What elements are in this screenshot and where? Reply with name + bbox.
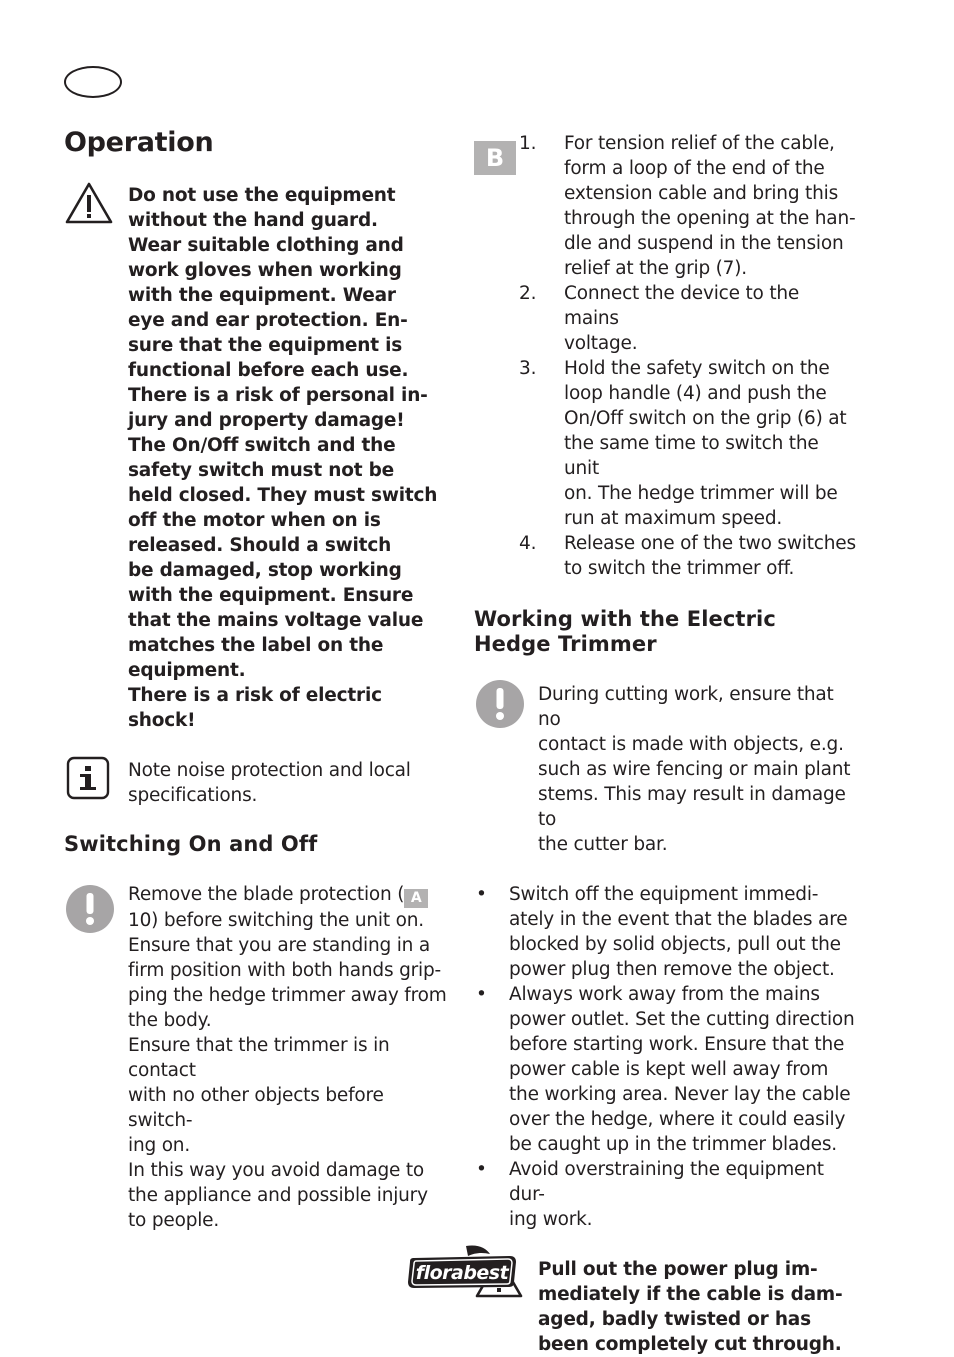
bullet-item: [474, 1157, 859, 1232]
left-column: [64, 126, 448, 1233]
info-icon: [66, 756, 110, 800]
warning-text: Do not use the equipment without the hand guard. Wear suitable clothing and work gloves when working with the equipment. Wear eye and ear protection. En- sure that the equipment is functional before each use. There is a risk of personal in- jury and property damage! The On/Off switch and the safety switch must not be held closed. They must switch off the motor when on is released. Should a switch be damaged, stop working with the equipment. Ensure that the mains voltage value matches the label on the equipment. There is a risk of electric shock!: [128, 185, 438, 731]
bullet-symbol: •: [476, 1159, 487, 1180]
bullet-symbol: •: [476, 984, 487, 1005]
bullet-item: [474, 982, 859, 1157]
figure-a-badge: A: [404, 889, 428, 908]
caution-text-rest: 10) before switching the unit on. Ensure that you are standing in a firm position with both hands grip- ping the hedge trimmer away from the body. Ensure that the trimmer is in contact with no other objects before switch- ing on. In this way you avoid damage to the appliance and possible injury to people.: [128, 910, 447, 1231]
warning-triangle-icon: [64, 180, 114, 226]
right-column: [474, 131, 859, 1357]
caution-note: [64, 882, 448, 1233]
step-text: Hold the safety switch on the loop handle (4) and push the On/Off switch on the grip (6) at the same time to switch the unit on. The hedge trimmer will be run at maximum speed.: [564, 358, 847, 529]
bullet-text: Avoid overstraining the equipment dur- ing work.: [509, 1159, 824, 1230]
step-item: [474, 131, 859, 281]
bullet-symbol: •: [476, 884, 487, 905]
step-number: 2.: [519, 283, 537, 304]
bullet-list: [474, 882, 859, 1232]
bullet-item: [474, 882, 859, 982]
caution-note-right: [474, 682, 859, 857]
caution-text-right: During cutting work, ensure that no contact is made with objects, e.g. such as wire fencing or main plant stems. This may result in damage to the cutter bar.: [538, 684, 851, 855]
step-number: 4.: [519, 533, 537, 554]
florabest-logo: [406, 1244, 518, 1290]
bullet-text: Switch off the equipment immedi- ately in the event that the blades are blocked by solid objects, pull out the power plug then remove the object.: [509, 884, 848, 980]
step-item: [474, 281, 859, 356]
exclamation-circle-icon: [475, 679, 525, 729]
exclamation-circle-icon: [65, 884, 115, 934]
step-number: 3.: [519, 358, 537, 379]
step-item: [474, 356, 859, 531]
caution-text-start: Remove the blade protection (: [128, 884, 405, 905]
steps-list: [474, 131, 859, 581]
subheading-switching: Switching On and Off: [64, 832, 318, 856]
info-note: [64, 758, 448, 808]
step-text: Release one of the two switches to switch the trimmer off.: [564, 533, 856, 579]
section-heading-operation: Operation: [64, 127, 214, 158]
logo-text: florabest: [415, 1262, 509, 1284]
florabest-logo-graphic: [406, 1244, 518, 1290]
step-item: [474, 531, 859, 581]
caution-text: [128, 882, 448, 1233]
warning-text-right: Pull out the power plug im- mediately if the cable is dam- aged, badly twisted or has been completely cut through.: [538, 1259, 843, 1355]
bullet-text: Always work away from the mains power outlet. Set the cutting direction before starting work. Ensure that the power cable is kept well away from the working area. Never lay the cable over the hedge, where it could easily be caught up in the trimmer blades.: [509, 984, 855, 1155]
warning-note: [64, 183, 448, 733]
subheading-working: Working with the Electric Hedge Trimmer: [474, 607, 776, 656]
figure-b-badge: B: [474, 141, 516, 175]
step-text: Connect the device to the mains voltage.: [564, 283, 800, 354]
step-number: 1.: [519, 133, 537, 154]
step-text: For tension relief of the cable, form a loop of the end of the extension cable and bring this through the opening at the han- dle and suspend in the tension relief at the grip (7).: [564, 133, 856, 279]
language-marker: [64, 66, 122, 98]
steps-block: [474, 131, 859, 581]
info-text: Note noise protection and local specifications.: [128, 760, 411, 806]
warning-note-right: [474, 1257, 859, 1357]
